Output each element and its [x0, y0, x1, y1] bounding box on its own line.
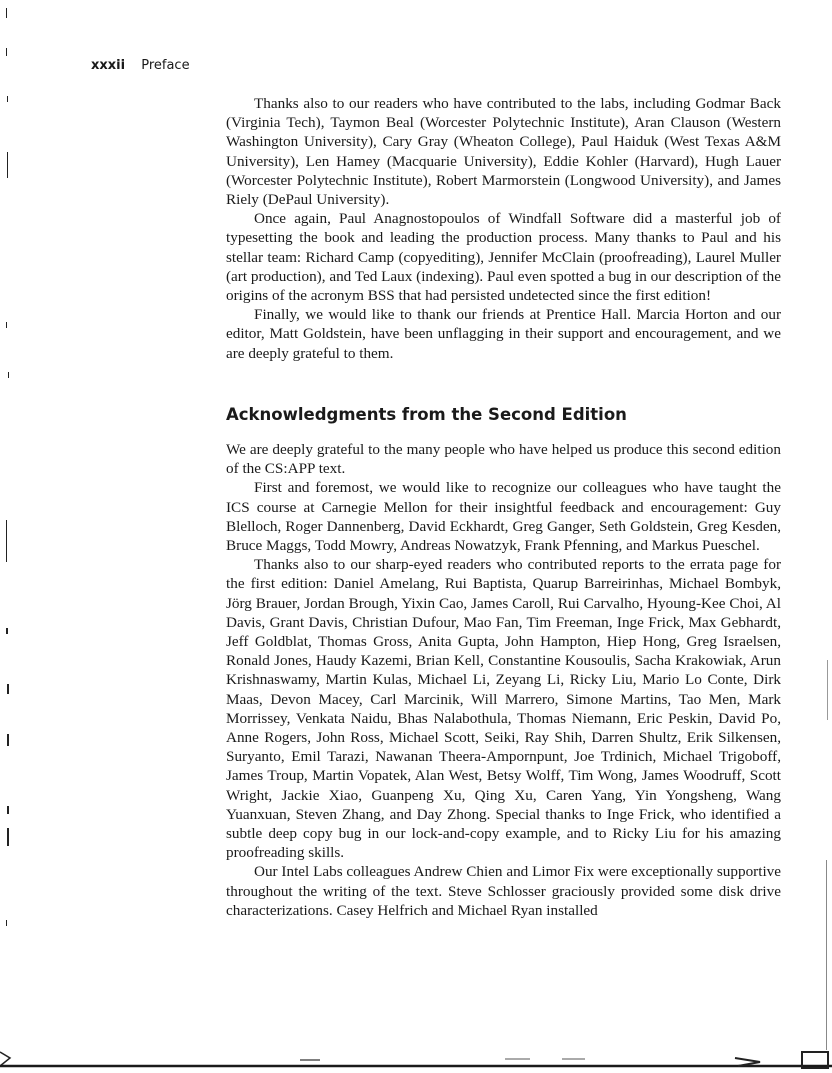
scan-mark — [6, 8, 7, 18]
page-number: xxxii — [91, 58, 126, 73]
body-text-top — [226, 94, 781, 363]
scan-bottom-edge — [0, 1048, 832, 1073]
scan-mark — [827, 660, 828, 720]
paragraph-windfall-software: Once again, Paul Anagnostopoulos of Windfall Software did a masterful job of typesetting the book and leading the production process. Many thanks to Paul and his stellar team: Richard Camp (copyediting), Jennifer McClain (proofreading), Laurel Muller (art production), and Ted Laux (indexing). Paul even spotted a bug in our description of the origins of the acronym BSS that had persisted undetected since the first edition! — [226, 210, 781, 305]
paragraph-second-edition-intro: We are deeply grateful to the many people who have helped us produce this second edition of the CS:APP text. — [226, 441, 781, 478]
scan-mark — [7, 828, 9, 846]
scan-mark — [7, 684, 9, 694]
scan-mark — [7, 806, 9, 814]
paragraph-errata-readers: Thanks also to our sharp-eyed readers who contributed reports to the errata page for the first edition: Daniel Amelang, Rui Baptista, Quarup Barreirinhas, Michael Bombyk, Jörg Brauer, Jordan Brough, Yixin Cao, James Caroll, Rui Carvalho, Hyoung-Kee Choi, Al Davis, Grant Davis, Christian Dufour, Mao Fan, Tim Freeman, Inge Frick, Max Gebhardt, Jeff Goldblat, Thomas Gross, Anita Gupta, John Hampton, Hiep Hong, Greg Israelsen, Ronald Jones, Haudy Kazemi, Brian Kell, Constantine Kousoulis, Sacha Krakowiak, Arun Krishnaswamy, Martin Kulas, Michael Li, Zeyang Li, Ricky Liu, Mario Lo Conte, Dirk Maas, Devon Macey, Carl Marcinik, Will Marrero, Simone Martins, Tao Men, Mark Morrissey, Venkata Naidu, Bhas Nalabothula, Thomas Niemann, Eric Peskin, David Po, Anne Rogers, John Ross, Michael Scott, Seiki, Ray Shih, Darren Shultz, Erik Silkensen, Suryanto, Emil Tarazi, Nawanan Theera-Ampornpunt, Joe Trdinich, Michael Trigoboff, James Troup, Martin Vopatek, Alan West, Betsy Wolff, Tim Wong, James Woodruff, Scott Wright, Jackie Xiao, Guanpeng Xu, Qing Xu, Caren Yang, Yin Yongsheng, Wang Yuanxuan, Steven Zhang, and Day Zhong. Special thanks to Inge Frick, who identified a subtle deep copy bug in our lock-and-copy example, and to Ricky Liu for his amazing proofreading skills. — [226, 556, 781, 862]
scan-mark — [7, 152, 8, 178]
scan-mark — [6, 322, 7, 328]
running-title: Preface — [141, 58, 190, 73]
scan-mark — [8, 372, 9, 378]
scan-mark — [6, 628, 8, 634]
scan-mark — [6, 48, 7, 56]
scan-mark — [6, 920, 7, 926]
body-text-bottom — [226, 440, 781, 920]
paragraph-cmu-colleagues: First and foremost, we would like to recognize our colleagues who have taught the ICS course at Carnegie Mellon for their insightful feedback and encouragement: Guy Blelloch, Roger Dannenberg, David Eckhardt, Greg Ganger, Seth Goldstein, Greg Kesden, Bruce Maggs, Todd Mowry, Andreas Nowatzyk, Frank Pfenning, and Markus Pueschel. — [226, 479, 781, 555]
paragraph-lab-contributors: Thanks also to our readers who have contributed to the labs, including Godmar Back (Virginia Tech), Taymon Beal (Worcester Polytechnic Institute), Aran Clauson (Western Washington University), Cary Gray (Wheaton College), Paul Haiduk (West Texas A&M University), Len Hamey (Macquarie University), Eddie Kohler (Harvard), Hugh Lauer (Worcester Polytechnic Institute), Robert Marmorstein (Longwood University), and James Riely (DePaul University). — [226, 95, 781, 209]
paragraph-intel-labs: Our Intel Labs colleagues Andrew Chien and Limor Fix were exceptionally supportive throughout the writing of the text. Steve Schlosser graciously provided some disk drive characterizations. Casey Helfrich and Michael Ryan installed — [226, 863, 781, 919]
section-heading: Acknowledgments from the Second Edition — [226, 405, 627, 424]
paragraph-prentice-hall: Finally, we would like to thank our friends at Prentice Hall. Marcia Horton and our editor, Matt Goldstein, have been unflagging in their support and encouragement, and we are deeply grateful to them. — [226, 306, 781, 362]
running-head — [91, 58, 190, 73]
scan-mark — [7, 96, 8, 102]
scan-mark — [826, 860, 827, 1050]
scan-mark — [6, 520, 7, 562]
scan-mark — [7, 734, 9, 746]
